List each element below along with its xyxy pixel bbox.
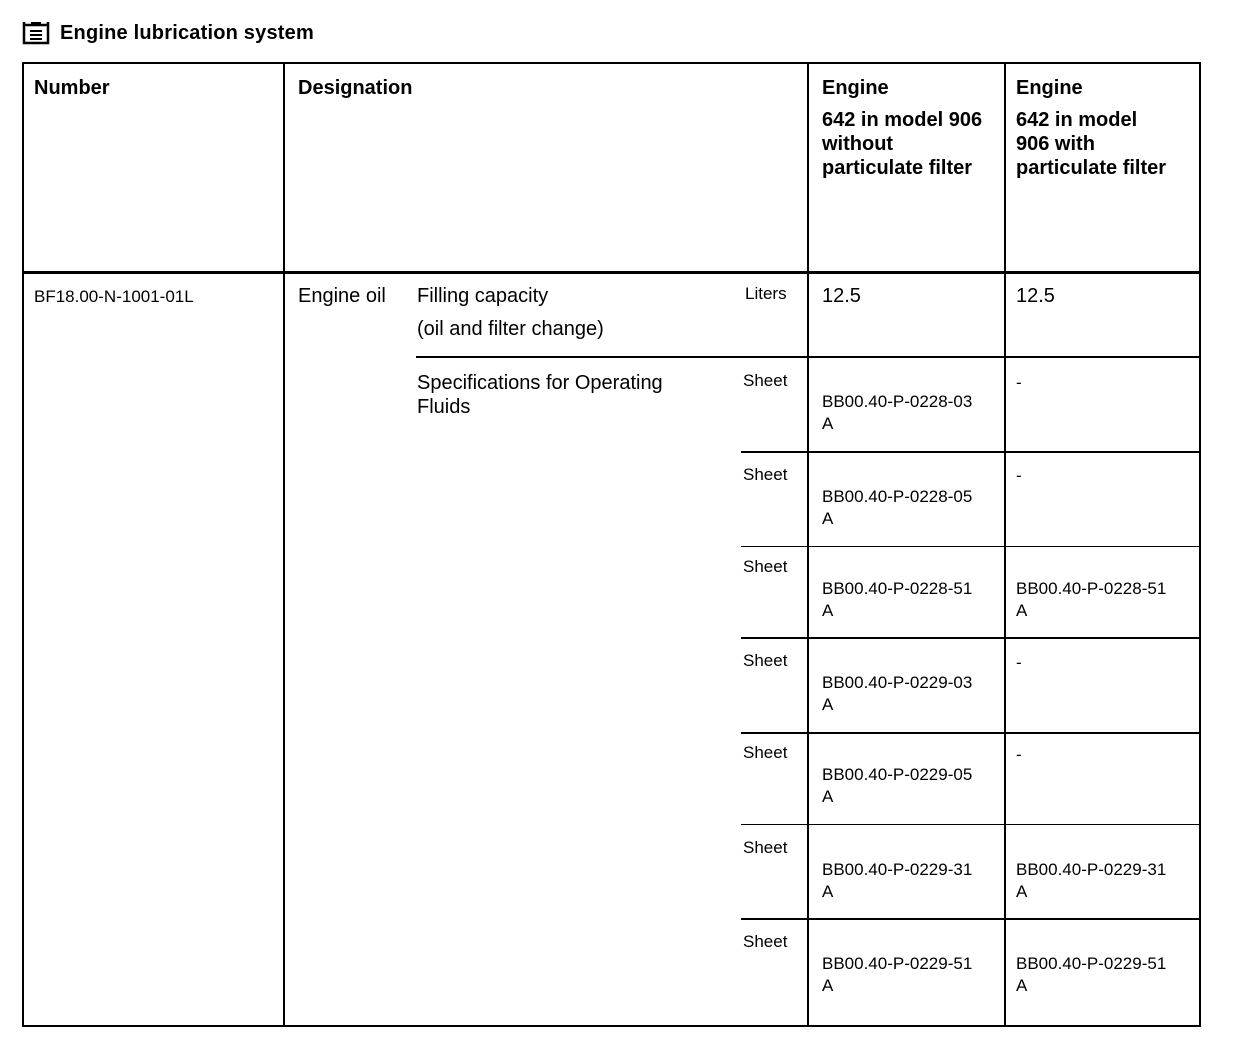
- sheet-e1-5-code: BB00.40-P-0229-05: [822, 765, 973, 784]
- header-engine-1-line-4: particulate filter: [822, 157, 973, 179]
- sheet-e2-3-code: BB00.40-P-0228-51: [1016, 579, 1167, 598]
- sheet-e1-2-rev: A: [822, 509, 834, 528]
- table-border-right: [1199, 62, 1201, 1027]
- col-sep-1: [283, 62, 285, 1027]
- sheet-e1-7-rev: A: [822, 976, 834, 995]
- sheet-e1-4-rev: A: [822, 695, 834, 714]
- sheet-unit-6: Sheet: [743, 838, 788, 857]
- sheet-e2-5-code: -: [1016, 745, 1022, 764]
- sheet-e2-7: [1016, 953, 1191, 997]
- row-sep-5: [741, 732, 1201, 734]
- filling-engine-2: 12.5: [1016, 285, 1055, 307]
- spec-label-line-1: Specifications for Operating: [417, 372, 663, 394]
- filling-capacity-label: [417, 284, 737, 341]
- sheet-e2-6: [1016, 859, 1191, 903]
- table-border-left: [22, 62, 24, 1027]
- header-engine-2: [1016, 76, 1198, 180]
- filling-capacity-title: Filling capacity: [417, 285, 549, 307]
- col-sep-4: [1004, 62, 1006, 1027]
- header-divider: [22, 271, 1201, 274]
- sheet-e2-3: [1016, 578, 1191, 622]
- filling-unit: Liters: [745, 284, 787, 303]
- sheet-e2-3-rev: A: [1016, 601, 1028, 620]
- sheet-e1-3-rev: A: [822, 601, 834, 620]
- sheet-e1-2-code: BB00.40-P-0228-05: [822, 487, 973, 506]
- sheet-e1-6-rev: A: [822, 882, 834, 901]
- row-sep-1: [416, 356, 1201, 358]
- sheet-e1-4-code: BB00.40-P-0229-03: [822, 673, 973, 692]
- sheet-e1-1-code: BB00.40-P-0228-03: [822, 392, 973, 411]
- sheet-e1-5: [822, 764, 997, 808]
- sheet-e1-5-rev: A: [822, 787, 834, 806]
- page-title: Engine lubrication system: [60, 21, 314, 44]
- header-engine-1: [822, 76, 1004, 180]
- sheet-e2-6-rev: A: [1016, 882, 1028, 901]
- sheet-e1-7-code: BB00.40-P-0229-51: [822, 954, 973, 973]
- sheet-e2-1-code: -: [1016, 373, 1022, 392]
- spec-label: [417, 371, 737, 419]
- header-engine-2-line-4: particulate filter: [1016, 157, 1167, 179]
- sheet-e2-2: [1016, 465, 1191, 487]
- sheet-unit-2: Sheet: [743, 465, 788, 484]
- row-sep-3: [741, 546, 1201, 547]
- row-sep-2: [741, 451, 1201, 453]
- header-engine-1-line-1: Engine: [822, 77, 889, 99]
- sheet-unit-5: Sheet: [743, 743, 788, 762]
- sheet-e1-1: [822, 391, 997, 435]
- header-designation: Designation: [298, 77, 413, 99]
- sheet-unit-3: Sheet: [743, 557, 788, 576]
- sheet-e2-1: [1016, 372, 1191, 394]
- table-border-top: [22, 62, 1201, 64]
- row-sep-4: [741, 637, 1201, 639]
- row-number: BF18.00-N-1001-01L: [34, 287, 194, 306]
- sheet-e2-2-code: -: [1016, 466, 1022, 485]
- sheet-unit-1: Sheet: [743, 371, 788, 390]
- row-designation: Engine oil: [298, 285, 386, 307]
- header-engine-2-line-2: 642 in model: [1016, 109, 1138, 131]
- header-engine-1-line-2: 642 in model 906: [822, 109, 983, 131]
- sheet-e2-7-rev: A: [1016, 976, 1028, 995]
- row-sep-7: [741, 918, 1201, 920]
- sheet-e1-7: [822, 953, 997, 997]
- sheet-e2-5: [1016, 744, 1191, 766]
- header-engine-1-line-3: without: [822, 133, 894, 155]
- filling-capacity-sub: (oil and filter change): [417, 318, 604, 340]
- sheet-e2-6-code: BB00.40-P-0229-31: [1016, 860, 1167, 879]
- sheet-unit-7: Sheet: [743, 932, 788, 951]
- sheet-e1-6: [822, 859, 997, 903]
- header-number: Number: [34, 77, 110, 99]
- sheet-e1-3-code: BB00.40-P-0228-51: [822, 579, 973, 598]
- header-engine-2-line-3: 906 with: [1016, 133, 1095, 155]
- sheet-unit-4: Sheet: [743, 651, 788, 670]
- sheet-e2-4: [1016, 652, 1191, 674]
- sheet-e1-2: [822, 486, 997, 530]
- row-sep-6: [741, 824, 1201, 825]
- spec-label-line-2: Fluids: [417, 396, 471, 418]
- sheet-e1-1-rev: A: [822, 414, 834, 433]
- sheet-e1-6-code: BB00.40-P-0229-31: [822, 860, 973, 879]
- col-sep-3: [807, 62, 809, 1027]
- sheet-e1-3: [822, 578, 997, 622]
- sheet-e1-4: [822, 672, 997, 716]
- table-border-bottom: [22, 1025, 1201, 1027]
- sheet-e2-4-code: -: [1016, 653, 1022, 672]
- sheet-e2-7-code: BB00.40-P-0229-51: [1016, 954, 1167, 973]
- header-engine-2-line-1: Engine: [1016, 77, 1083, 99]
- filling-engine-1: 12.5: [822, 285, 861, 307]
